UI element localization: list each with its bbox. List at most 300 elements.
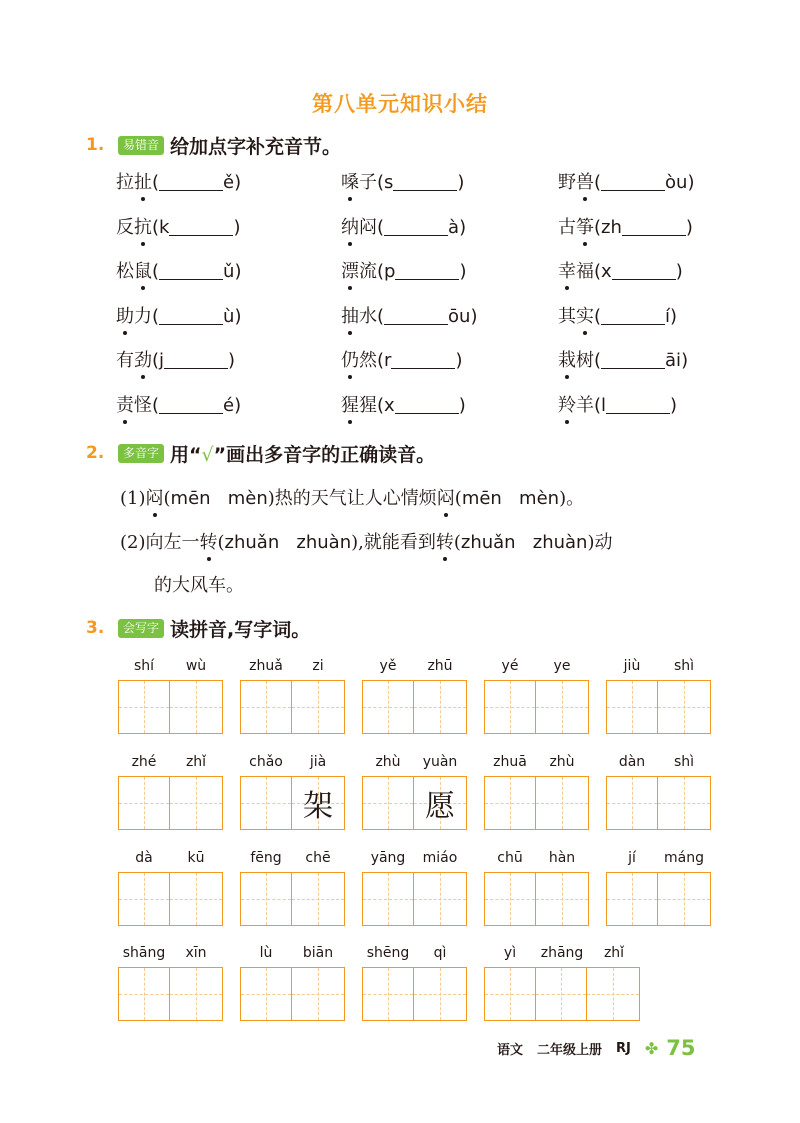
word-char: 反 (116, 216, 134, 238)
pinyin-label: fēng (250, 850, 282, 866)
writing-box[interactable] (170, 873, 222, 925)
pinyin-fill-item (341, 213, 466, 239)
pinyin-label: zhū (427, 658, 453, 674)
pinyin-label: jí (628, 850, 636, 866)
word-char: 其 (558, 305, 576, 327)
paren: ) (234, 305, 242, 327)
pinyin-row (362, 754, 466, 772)
writing-box[interactable] (414, 681, 466, 733)
writing-box[interactable] (292, 873, 344, 925)
given-character (241, 873, 291, 925)
pinyin-row (484, 754, 588, 772)
tianzige-boxes (362, 872, 467, 926)
paren: ) (670, 394, 678, 416)
paren: ) (234, 394, 242, 416)
given-character (292, 968, 344, 1020)
initial-hint: p (384, 261, 396, 282)
pinyin-label: zhù (549, 754, 575, 770)
pinyin-label: zhù (375, 754, 401, 770)
writing-box[interactable] (536, 681, 588, 733)
word-box-group (240, 945, 345, 1021)
pinyin-fill-item (558, 257, 683, 283)
final-hint: ǔ (223, 261, 235, 282)
word-box-group (362, 945, 467, 1021)
writing-box[interactable] (607, 681, 658, 733)
writing-box[interactable] (658, 777, 710, 829)
tianzige-boxes (240, 872, 345, 926)
check-mark-icon: √ (201, 443, 214, 466)
tianzige-boxes (240, 680, 345, 734)
writing-box[interactable] (241, 968, 292, 1020)
pinyin-label: shí (133, 658, 155, 674)
dotted-char: 抽 (341, 302, 359, 328)
initial-hint: s (384, 172, 394, 193)
writing-box[interactable] (536, 873, 588, 925)
pinyin-label: zhǐ (185, 754, 207, 770)
given-character (607, 873, 657, 925)
given-character (241, 777, 291, 829)
pinyin-option[interactable]: zhuàn (532, 532, 588, 553)
given-character: 愿 (425, 789, 455, 824)
dotted-char: 幸 (558, 257, 576, 283)
writing-box[interactable] (536, 968, 587, 1020)
given-character (170, 873, 222, 925)
pinyin-fill-item (116, 302, 241, 328)
sentence-1: (1)闷(mēn mèn)热的天气让人心情烦闷(mēn mèn)。 (120, 484, 584, 510)
paren: ( (152, 305, 160, 327)
given-character (241, 968, 291, 1020)
paren: ) (687, 172, 695, 193)
paren: ( (377, 172, 385, 193)
given-character (536, 681, 588, 733)
writing-box[interactable] (485, 873, 536, 925)
writing-box[interactable] (414, 777, 466, 829)
word-box-group (118, 850, 223, 926)
tianzige-boxes (118, 680, 223, 734)
pinyin-option[interactable]: mèn (519, 488, 560, 509)
pinyin-label: shēng (366, 945, 410, 961)
given-character (485, 777, 535, 829)
answer-blank[interactable] (159, 172, 223, 191)
final-hint: à (448, 216, 460, 238)
given-character (607, 681, 657, 733)
word-box-group (484, 754, 589, 830)
word-box-group (240, 658, 345, 734)
final-hint: ě (223, 172, 235, 193)
dotted-char: 实 (576, 302, 594, 328)
paren: ) (459, 261, 467, 282)
initial-hint: x (601, 261, 612, 282)
pinyin-row (240, 754, 344, 772)
pinyin-fill-item (558, 346, 688, 372)
pinyin-row (240, 658, 344, 676)
given-character (658, 777, 710, 829)
writing-box[interactable] (170, 968, 222, 1020)
given-character (414, 968, 466, 1020)
answer-blank[interactable] (612, 261, 676, 280)
tianzige-boxes (484, 872, 589, 926)
pinyin-fill-item (341, 168, 464, 194)
pinyin-label: jiù (623, 658, 641, 674)
word-box-group (362, 754, 467, 830)
word-box-group (606, 850, 711, 926)
given-character (119, 681, 169, 733)
word-box-group (118, 658, 223, 734)
answer-blank[interactable] (601, 172, 665, 191)
paren: ) (234, 261, 242, 282)
dotted-char: 嗓 (341, 168, 359, 194)
answer-blank[interactable] (384, 306, 448, 325)
given-character (485, 681, 535, 733)
pinyin-label: chǎo (249, 754, 283, 770)
pinyin-fill-item (558, 213, 693, 239)
given-character (607, 777, 657, 829)
pinyin-label: lù (259, 945, 273, 961)
pinyin-row (118, 754, 222, 772)
initial-hint: l (601, 394, 607, 416)
paren: ( (152, 394, 160, 416)
pinyin-label: dàn (618, 754, 646, 770)
answer-blank[interactable] (393, 172, 457, 191)
answer-blank[interactable] (164, 350, 228, 369)
pinyin-label: biān (302, 945, 334, 961)
page-number: 75 (666, 1036, 696, 1060)
answer-blank[interactable] (384, 217, 448, 236)
given-character (536, 968, 586, 1020)
pinyin-label: yāng (370, 850, 406, 866)
question-3-header (86, 614, 310, 642)
pinyin-row (484, 850, 588, 868)
dotted-char: 筝 (576, 213, 594, 239)
paren: ( (152, 172, 160, 193)
tianzige-boxes (484, 967, 640, 1021)
word-box-group (362, 850, 467, 926)
tianzige-boxes (606, 872, 711, 926)
question-tag: 易错音 (118, 136, 164, 155)
given-character (170, 777, 222, 829)
given-character (119, 777, 169, 829)
dotted-char: 兽 (576, 168, 594, 194)
pinyin-label: zhǐ (603, 945, 625, 961)
pinyin-row (362, 658, 466, 676)
sentence-2-continued: 的大风车。 (154, 575, 244, 596)
paren: ) (234, 172, 242, 193)
writing-box[interactable] (292, 777, 344, 829)
tianzige-boxes (606, 776, 711, 830)
answer-blank[interactable] (169, 217, 233, 236)
writing-box[interactable] (241, 873, 292, 925)
pinyin-label: xīn (185, 945, 207, 961)
initial-hint: k (159, 216, 170, 238)
paren: ) (681, 350, 689, 371)
pinyin-label: zhāng (540, 945, 584, 961)
pinyin-fill-item (116, 168, 241, 194)
dotted-char: 纳 (341, 213, 359, 239)
pinyin-row (118, 850, 222, 868)
paren: ( (594, 172, 602, 193)
writing-box[interactable] (292, 968, 344, 1020)
tianzige-boxes (118, 776, 223, 830)
pinyin-fill-item (341, 302, 477, 328)
paren: ( (377, 305, 385, 327)
word-box-group (240, 850, 345, 926)
answer-blank[interactable] (622, 217, 686, 236)
page-footer (497, 1036, 710, 1060)
pinyin-label: shāng (122, 945, 166, 961)
given-character (170, 968, 222, 1020)
final-hint: é (223, 394, 235, 416)
dotted-char: 羚 (558, 391, 576, 417)
pinyin-fill-item (341, 346, 462, 372)
dotted-char: 助 (116, 302, 134, 328)
word-box-group (118, 945, 223, 1021)
word-char: 力 (134, 305, 152, 327)
word-box-group (484, 658, 589, 734)
paren: ) (457, 172, 465, 193)
paren: ) (675, 261, 683, 282)
dotted-char: 转 (200, 528, 218, 554)
writing-box[interactable] (363, 873, 414, 925)
pinyin-option[interactable]: mēn (170, 488, 211, 509)
pinyin-fill-item (558, 168, 694, 194)
paren: ) (470, 305, 478, 327)
answer-blank[interactable] (606, 395, 670, 414)
pinyin-option[interactable]: mēn (461, 488, 502, 509)
paren: ) (685, 216, 693, 238)
word-char: 拉 (116, 172, 134, 193)
pinyin-label: jià (309, 754, 327, 770)
tianzige-boxes (118, 967, 223, 1021)
answer-blank[interactable] (159, 306, 223, 325)
pinyin-row (118, 945, 222, 963)
writing-box[interactable] (414, 873, 466, 925)
answer-blank[interactable] (395, 261, 459, 280)
pinyin-row (362, 945, 466, 963)
paren: ) (459, 216, 467, 238)
word-box-group (118, 754, 223, 830)
given-character (363, 777, 413, 829)
answer-blank[interactable] (601, 350, 665, 369)
word-char: 水 (359, 305, 377, 327)
pinyin-fill-item (116, 213, 241, 239)
question-text: 给加点字补充音节。 (170, 135, 342, 158)
pinyin-label: miáo (422, 850, 458, 866)
question-1-header (86, 131, 341, 159)
pinyin-label: zhé (131, 754, 157, 770)
dotted-char: 栽 (558, 346, 576, 372)
given-character (658, 873, 710, 925)
paren: ( (152, 350, 160, 371)
pinyin-label: ye (553, 658, 571, 674)
dotted-char: 闷 (146, 484, 164, 510)
given-character (485, 968, 535, 1020)
word-box-group (484, 945, 641, 1021)
pinyin-label: chū (497, 850, 523, 866)
pinyin-row (240, 850, 344, 868)
pinyin-label: yě (379, 658, 397, 674)
pinyin-option[interactable]: mèn (227, 488, 268, 509)
given-character (119, 968, 169, 1020)
dotted-char: 转 (436, 528, 454, 554)
page-title: 第八单元知识小结 (312, 92, 488, 116)
initial-hint: r (384, 350, 392, 371)
pinyin-label: zi (312, 658, 324, 674)
given-character: 架 (303, 789, 333, 824)
dotted-char: 责 (116, 391, 134, 417)
pinyin-label: yì (503, 945, 517, 961)
answer-blank[interactable] (601, 306, 665, 325)
pinyin-row (606, 754, 710, 772)
dotted-char: 鼠 (134, 257, 152, 283)
word-char: 流 (359, 261, 377, 282)
pinyin-row (606, 658, 710, 676)
dotted-char: 抗 (134, 213, 152, 239)
paren: ( (377, 261, 385, 282)
pinyin-label: kū (187, 850, 205, 866)
writing-box[interactable] (658, 873, 710, 925)
pinyin-option[interactable]: zhuǎn (460, 532, 516, 553)
pinyin-row (362, 850, 466, 868)
given-character (536, 777, 588, 829)
pinyin-label: shì (673, 754, 695, 770)
final-hint: ōu (448, 305, 471, 327)
question-text: 用“√”画出多音字的正确读音。 (170, 443, 436, 466)
writing-box[interactable] (241, 681, 292, 733)
pinyin-label: zhuā (493, 754, 527, 770)
paren: ) (233, 216, 241, 238)
answer-blank[interactable] (395, 395, 459, 414)
writing-box[interactable] (363, 777, 414, 829)
given-character (587, 968, 639, 1020)
tianzige-boxes (240, 967, 345, 1021)
subject-label: 语文 (497, 1042, 524, 1058)
writing-box[interactable] (241, 777, 292, 829)
writing-box[interactable] (170, 681, 222, 733)
pinyin-fill-item (558, 391, 677, 417)
dotted-char: 猩 (341, 391, 359, 417)
pinyin-row (606, 850, 710, 868)
answer-blank[interactable] (391, 350, 455, 369)
pinyin-label: máng (664, 850, 704, 866)
given-character (292, 681, 344, 733)
given-character (414, 873, 466, 925)
pinyin-label: chē (305, 850, 331, 866)
initial-hint: zh (601, 216, 622, 238)
writing-box[interactable] (292, 681, 344, 733)
word-char: 野 (558, 172, 576, 193)
given-character (363, 681, 413, 733)
tianzige-boxes (484, 680, 589, 734)
writing-box[interactable] (536, 777, 588, 829)
pinyin-fill-item (341, 257, 467, 283)
pinyin-row (484, 658, 588, 676)
edition-label: RJ (616, 1040, 631, 1056)
paren: ( (594, 216, 602, 238)
word-char: 福 (576, 261, 594, 282)
paren: ( (152, 261, 160, 282)
initial-hint: j (159, 350, 165, 371)
writing-box[interactable] (485, 777, 536, 829)
writing-box[interactable] (607, 873, 658, 925)
pinyin-label: zhuǎ (249, 658, 283, 674)
word-char: 闷 (359, 216, 377, 238)
pinyin-row (484, 945, 640, 963)
writing-box[interactable] (170, 777, 222, 829)
question-text: 读拼音,写字词。 (170, 618, 311, 641)
question-tag: 多音字 (118, 444, 164, 463)
paren: ( (594, 261, 602, 282)
writing-box[interactable] (119, 968, 170, 1020)
question-number: 3. (86, 618, 105, 638)
final-hint: āi (665, 350, 682, 371)
clover-icon: ✤ (644, 1038, 659, 1058)
writing-box[interactable] (119, 681, 170, 733)
pinyin-label: shì (673, 658, 695, 674)
paren: ) (458, 394, 466, 416)
writing-box[interactable] (485, 968, 536, 1020)
paren: ( (594, 305, 602, 327)
answer-blank[interactable] (159, 261, 223, 280)
given-character (658, 681, 710, 733)
given-character (536, 873, 588, 925)
paren: ) (228, 350, 236, 371)
pinyin-option[interactable]: zhuǎn (224, 532, 280, 553)
paren: ( (594, 350, 602, 371)
writing-box[interactable] (658, 681, 710, 733)
given-character (363, 873, 413, 925)
paren: ( (377, 350, 385, 371)
writing-box[interactable] (414, 968, 466, 1020)
word-box-group (362, 658, 467, 734)
word-char: 怪 (134, 394, 152, 416)
writing-box[interactable] (607, 777, 658, 829)
pinyin-label: yé (501, 658, 519, 674)
pinyin-label: hàn (548, 850, 576, 866)
word-char: 猩 (359, 394, 377, 416)
pinyin-label: yuàn (422, 754, 458, 770)
paren: ) (455, 350, 463, 371)
final-hint: òu (665, 172, 688, 193)
writing-box[interactable] (485, 681, 536, 733)
dotted-char: 漂 (341, 257, 359, 283)
given-character (292, 873, 344, 925)
given-character (170, 681, 222, 733)
pinyin-label: dà (135, 850, 153, 866)
writing-box[interactable] (587, 968, 639, 1020)
tianzige-boxes (362, 680, 467, 734)
word-box-group (240, 754, 345, 830)
dotted-char: 仍 (341, 346, 359, 372)
word-char: 子 (359, 172, 377, 193)
paren: ( (377, 394, 385, 416)
writing-box[interactable] (119, 873, 170, 925)
tianzige-boxes (606, 680, 711, 734)
given-character (241, 681, 291, 733)
tianzige-boxes (484, 776, 589, 830)
tianzige-boxes (362, 967, 467, 1021)
given-character (414, 681, 466, 733)
answer-blank[interactable] (159, 395, 223, 414)
dotted-char: 劲 (134, 346, 152, 372)
writing-box[interactable] (363, 968, 414, 1020)
writing-box[interactable] (363, 681, 414, 733)
word-char: 松 (116, 261, 134, 282)
writing-box[interactable] (119, 777, 170, 829)
word-box-group (484, 850, 589, 926)
word-box-group (606, 658, 711, 734)
pinyin-option[interactable]: zhuàn (296, 532, 352, 553)
pinyin-fill-item (558, 302, 677, 328)
